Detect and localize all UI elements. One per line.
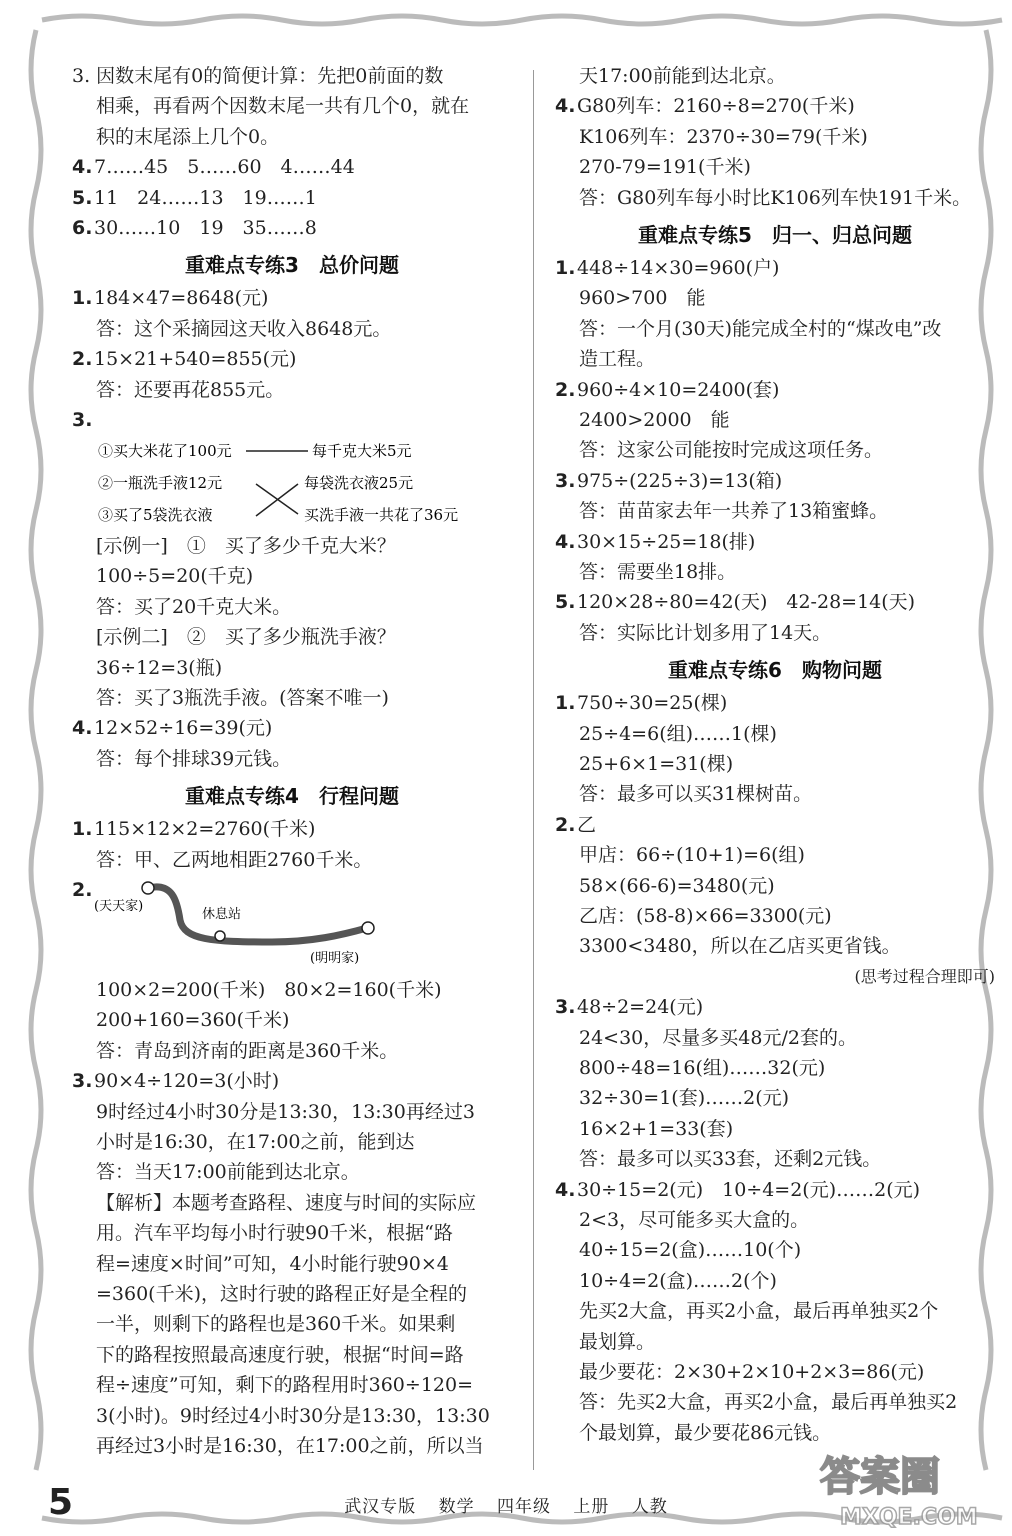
answer-text: 15×21+540=855(元)	[94, 348, 297, 371]
answer-line: 用。汽车平均每小时行驶90千米，根据“路	[96, 1222, 453, 1245]
answer-line: 甲店：66÷(10+1)=6(组)	[579, 844, 805, 867]
page-number: 5	[48, 1482, 74, 1523]
answer-line: 答：青岛到济南的距离是360千米。	[96, 1039, 399, 1062]
footer-edition: 武汉专版	[344, 1497, 417, 1517]
question-number: 6.	[72, 217, 93, 239]
question-line	[555, 530, 755, 554]
answer-line: 相乘，再看两个因数末尾一共有几个0，就在	[96, 95, 470, 118]
answer-line: 答：先买2大盒，再买2小盒，最后再单独买2	[579, 1391, 958, 1414]
answer-line: 答：实际比计划多用了14天。	[579, 621, 832, 644]
answer-text: 30……10 19 35……8	[94, 217, 317, 239]
answer-line: 32÷30=1(套)……2(元)	[579, 1087, 790, 1110]
answer-line: 【解析】本题考查路程、速度与时间的实际应	[96, 1191, 477, 1214]
answer-line: 答：苗苗家去年一共养了13箱蜜蜂。	[579, 500, 889, 523]
answer-line: 小时是16:30，在17:00之前，能到达	[96, 1131, 415, 1153]
question-line	[72, 817, 315, 841]
answer-line: 再经过3小时是16:30，在17:00之前，所以当	[96, 1435, 484, 1457]
question-line	[555, 995, 703, 1019]
question-number: 5.	[72, 186, 93, 209]
question-number: 2.	[555, 813, 576, 836]
answer-line: 3. 因数末尾有0的简便计算：先把0前面的数	[72, 65, 444, 87]
answer-line: 58×(66-6)=3480(元)	[579, 874, 775, 897]
answer-line: 答：G80列车每小时比K106列车快191千米。	[579, 186, 972, 209]
match-left-1: ①买大米花了100元	[98, 442, 232, 460]
question-line	[555, 469, 782, 493]
answer-text: 48÷2=24(元)	[577, 996, 704, 1019]
match-left-2: ②一瓶洗手液12元	[98, 474, 223, 492]
answer-line: 答：需要坐18排。	[579, 561, 737, 583]
answer-line: 270-79=191(千米)	[579, 156, 751, 179]
question-line	[72, 878, 94, 902]
answer-text: 90×4÷120=3(小时)	[94, 1070, 280, 1093]
answer-text: 960÷4×10=2400(套)	[577, 378, 780, 401]
answer-line: 答：最多可以买33套，还剩2元钱。	[579, 1148, 882, 1171]
question-number: 1.	[72, 287, 93, 310]
question-number: 3.	[555, 469, 576, 492]
answer-line: 答：买了20千克大米。	[96, 595, 292, 618]
footer-grade: 四年级	[497, 1497, 551, 1517]
question-line	[72, 216, 317, 240]
question-number: 3.	[555, 996, 576, 1019]
answer-line: 3300<3480，所以在乙店买更省钱。	[579, 935, 901, 958]
answer-line: 最少要花：2×30+2×10+2×3=86(元)	[579, 1361, 925, 1383]
answer-line: 答：买了3瓶洗手液。(答案不唯一)	[96, 687, 389, 709]
question-number: 4.	[555, 530, 576, 553]
answer-text: 115×12×2=2760(千米)	[94, 818, 316, 841]
route-start-label: (天天家)	[94, 899, 144, 914]
answer-line: 程÷速度”可知，剩下的路程用时360÷120=	[96, 1374, 474, 1397]
question-line	[72, 155, 355, 179]
section-heading: 重难点专练6 购物问题	[668, 658, 882, 683]
answer-text: 448÷14×30=960(户)	[577, 257, 780, 279]
question-number: 1.	[555, 692, 576, 715]
question-line	[555, 813, 596, 837]
question-line	[72, 1069, 279, 1093]
watermark-text: 答案圈	[820, 1454, 940, 1500]
answer-line: [示例一] ① 买了多少千克大米？	[96, 535, 396, 557]
matching-diagram	[96, 440, 506, 530]
answer-line: 960>700 能	[579, 287, 706, 310]
watermark-logo	[810, 1440, 1000, 1532]
question-line	[72, 186, 317, 210]
answer-line: 16×2+1=33(套)	[579, 1117, 734, 1140]
footer-subject: 数学	[438, 1497, 475, 1517]
footer-publisher: 人教	[631, 1497, 668, 1517]
route-start-point	[142, 882, 154, 894]
question-number: 3.	[72, 1070, 93, 1093]
answer-text: 11 24……13 19……1	[94, 186, 317, 209]
answer-line: 程=速度×时间”可知，4小时能行驶90×4	[96, 1252, 449, 1275]
question-number: 1.	[72, 818, 93, 841]
answer-text: 30×15÷25=18(排)	[577, 530, 756, 553]
answer-line: 积的末尾添上几个0。	[96, 125, 280, 148]
answer-text: 184×47=8648(元)	[94, 287, 269, 310]
answer-line: 3(小时)。9时经过4小时30分是13:30，13:30	[96, 1404, 490, 1427]
question-number: 2.	[555, 378, 576, 401]
footer-volume: 上册	[573, 1497, 610, 1517]
question-number: 1.	[555, 257, 576, 279]
answer-line: =360(千米)，这时行驶的路程正好是全程的	[96, 1283, 468, 1305]
answer-text: 12×52÷16=39(元)	[94, 717, 273, 740]
question-line	[555, 590, 915, 614]
answer-line: 一半，则剩下的路程也是360千米。如果剩	[96, 1313, 456, 1336]
question-number: 2.	[72, 348, 93, 371]
answer-line: 答：这家公司能按时完成这项任务。	[579, 439, 884, 462]
question-number: 4.	[555, 95, 576, 118]
question-number: 4.	[72, 717, 93, 740]
answer-line: K106列车：2370÷30=79(千米)	[579, 125, 868, 148]
answer-line: 2<3，尽可能多买大盒的。	[579, 1209, 810, 1231]
answer-line: 2400>2000 能	[579, 409, 730, 431]
answer-line: 100×2=200(千米) 80×2=160(千米)	[96, 979, 442, 1001]
answer-line: [示例二] ② 买了多少瓶洗手液？	[96, 626, 396, 649]
route-rest-point	[215, 931, 225, 941]
answer-line: 10÷4=2(盒)……2(个)	[579, 1269, 777, 1292]
answer-text: G80列车：2160÷8=270(千米)	[577, 95, 855, 118]
match-left-3: ③买了5袋洗衣液	[98, 506, 213, 524]
match-right-1: 每千克大米5元	[312, 442, 412, 460]
answer-text: 120×28÷80=42(天) 42-28=14(天)	[577, 591, 916, 614]
question-number: 2.	[72, 879, 93, 901]
answer-line: 36÷12=3(瓶)	[96, 656, 223, 679]
answer-line: 答：还要再花855元。	[96, 378, 285, 401]
route-path	[148, 887, 367, 942]
answer-line: 先买2大盒，再买2小盒，最后再单独买2个	[579, 1300, 939, 1323]
answer-line: 9时经过4小时30分是13:30，13:30再经过3	[96, 1100, 475, 1123]
answer-line: 个最划算，最少要花86元钱。	[579, 1421, 832, 1444]
route-end-label: (明明家)	[310, 951, 360, 966]
answer-line: 答：每个排球39元钱。	[96, 747, 292, 770]
question-line	[555, 378, 779, 402]
question-number: 3.	[72, 409, 93, 431]
question-line	[72, 716, 272, 740]
answer-text: 975÷(225÷3)=13(箱)	[577, 469, 783, 492]
match-right-2: 每袋洗衣液25元	[304, 474, 414, 492]
answer-line: 答：这个采摘园这天收入8648元。	[96, 317, 392, 340]
section-heading: 重难点专练5 归一、归总问题	[638, 223, 912, 247]
answer-line: 24<30，尽量多买48元/2套的。	[579, 1026, 857, 1049]
answer-line: 天17:00前能到达北京。	[579, 65, 786, 87]
answer-text: 750÷30=25(棵)	[577, 692, 728, 715]
question-number: 4.	[555, 1178, 576, 1201]
answer-line: 200+160=360(千米)	[96, 1009, 290, 1032]
question-number: 5.	[555, 591, 576, 614]
answer-line: 25+6×1=31(棵)	[579, 753, 734, 775]
question-line	[555, 691, 727, 715]
answer-line: 最划算。	[579, 1330, 656, 1353]
answer-line: 40÷15=2(盒)……10(个)	[579, 1239, 802, 1262]
answer-line: 答：当天17:00前能到达北京。	[96, 1161, 360, 1184]
question-line	[72, 408, 94, 432]
answer-line: 造工程。	[579, 348, 656, 371]
answer-line: 下的路程按照最高速度行驶，根据“时间=路	[96, 1343, 464, 1366]
answer-text: 7……45 5……60 4……44	[94, 156, 355, 179]
route-end-point	[362, 922, 374, 934]
answer-line: 答：甲、乙两地相距2760千米。	[96, 848, 373, 871]
answer-line: (思考过程合理即可)	[854, 966, 995, 986]
section-heading: 重难点专练4 行程问题	[185, 784, 399, 809]
answer-line: 乙店：(58-8)×66=3300(元)	[579, 905, 832, 927]
column-divider	[533, 70, 534, 1470]
route-middle-label: 休息站	[202, 907, 242, 922]
match-right-3: 买洗手液一共花了36元	[304, 506, 459, 524]
answer-line: 25÷4=6(组)……1(棵)	[579, 722, 777, 745]
answer-text: 乙	[577, 813, 597, 836]
question-line	[72, 347, 296, 371]
question-line	[555, 94, 855, 118]
answer-line: 100÷5=20(千克)	[96, 565, 254, 588]
section-heading: 重难点专练3 总价问题	[185, 253, 399, 278]
question-number: 4.	[72, 156, 93, 179]
answer-line: 答：一个月(30天)能完成全村的“煤改电”改	[579, 317, 942, 340]
question-line	[72, 286, 268, 310]
watermark-url: MXQE.COM	[840, 1505, 978, 1530]
answer-line: 800÷48=16(组)……32(元)	[579, 1057, 826, 1079]
question-line	[555, 256, 779, 280]
answer-text: 30÷15=2(元) 10÷4=2(元)……2(元)	[577, 1178, 921, 1201]
answer-line: 答：最多可以买31棵树苗。	[579, 783, 813, 806]
question-line	[555, 1178, 920, 1202]
route-diagram	[92, 880, 392, 970]
